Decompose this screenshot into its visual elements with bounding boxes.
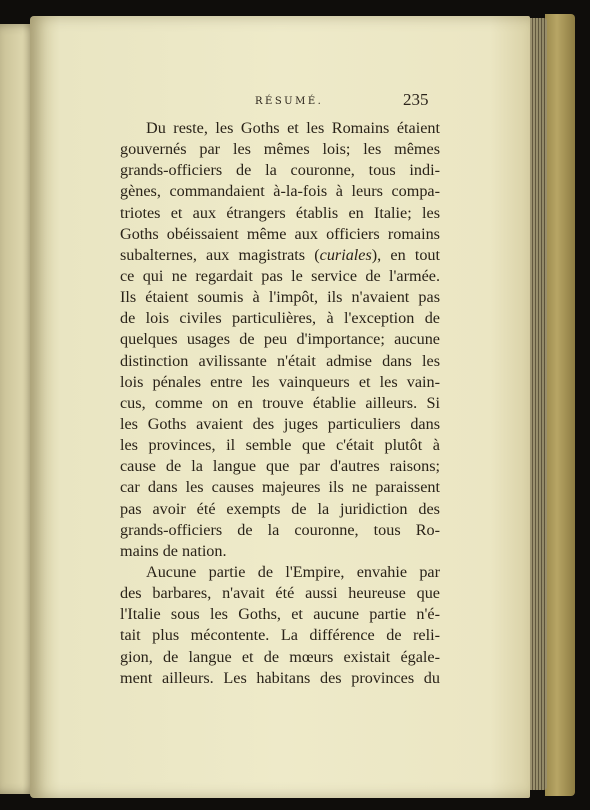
text-line: les Goths avaient des juges particuliers dans bbox=[120, 414, 440, 433]
text-line: de lois civiles particulières, à l'exception de bbox=[120, 309, 440, 328]
text-line: les provinces, il semble que c'était plutôt à bbox=[120, 436, 440, 455]
text-line: cause de la langue que par d'autres raisons; bbox=[120, 457, 440, 476]
running-head: RÉSUMÉ. bbox=[255, 96, 324, 107]
text-line: ment ailleurs. Les habitans des provinces du bbox=[120, 668, 440, 687]
text-line: l'Italie sous les Goths, et aucune partie n'é- bbox=[120, 605, 440, 624]
text-line: car dans les causes majeures ils ne paraissent bbox=[120, 478, 440, 497]
italic-term: curiales bbox=[319, 245, 372, 264]
text-line: ce qui ne regardait pas le service de l'armée. bbox=[120, 266, 440, 285]
body-text bbox=[120, 118, 440, 689]
text-line: distinction avilissante n'était admise dans les bbox=[120, 351, 440, 370]
book-cover-edge bbox=[545, 14, 575, 796]
text-line: gènes, commandaient à-la-fois à leurs compa- bbox=[120, 182, 440, 201]
paragraph-1 bbox=[120, 118, 440, 562]
text-line: Aucune partie de l'Empire, envahie par bbox=[146, 562, 440, 581]
text-line: pas avoir été exempts de la juridiction des bbox=[120, 499, 440, 518]
text-line: gouvernés par les mêmes lois; les mêmes bbox=[120, 140, 440, 159]
paragraph-2 bbox=[120, 562, 440, 689]
text-line: Du reste, les Goths et les Romains étaient bbox=[146, 119, 440, 137]
text-line: subalternes, aux magistrats (curiales), en tout bbox=[120, 245, 441, 264]
text-line: lois pénales entre les vainqueurs et les vain- bbox=[120, 372, 440, 391]
text-line: quelques usages de peu d'importance; aucune bbox=[120, 330, 440, 349]
text-line: Goths obéissaient même aux officiers romains bbox=[120, 224, 440, 243]
text-line: gion, de langue et de mœurs existait égale- bbox=[120, 647, 440, 666]
text-line: mains de nation. bbox=[120, 541, 227, 560]
text-line: grands-officiers de la couronne, tous indi- bbox=[120, 161, 440, 180]
text-line: triotes et aux étrangers établis en Italie; les bbox=[120, 203, 440, 222]
page-number: 235 bbox=[403, 90, 429, 109]
text-line: tait plus mécontente. La différence de reli- bbox=[120, 626, 440, 645]
text-line: grands-officiers de la couronne, tous Ro- bbox=[120, 520, 440, 539]
book-page bbox=[30, 16, 530, 798]
text-line: des barbares, n'avait été aussi heureuse que bbox=[120, 584, 440, 603]
text-line: cus, comme on en trouve établie ailleurs. Si bbox=[120, 393, 440, 412]
text-line: Ils étaient soumis à l'impôt, ils n'avaient pas bbox=[120, 288, 440, 307]
page-header bbox=[30, 88, 530, 118]
